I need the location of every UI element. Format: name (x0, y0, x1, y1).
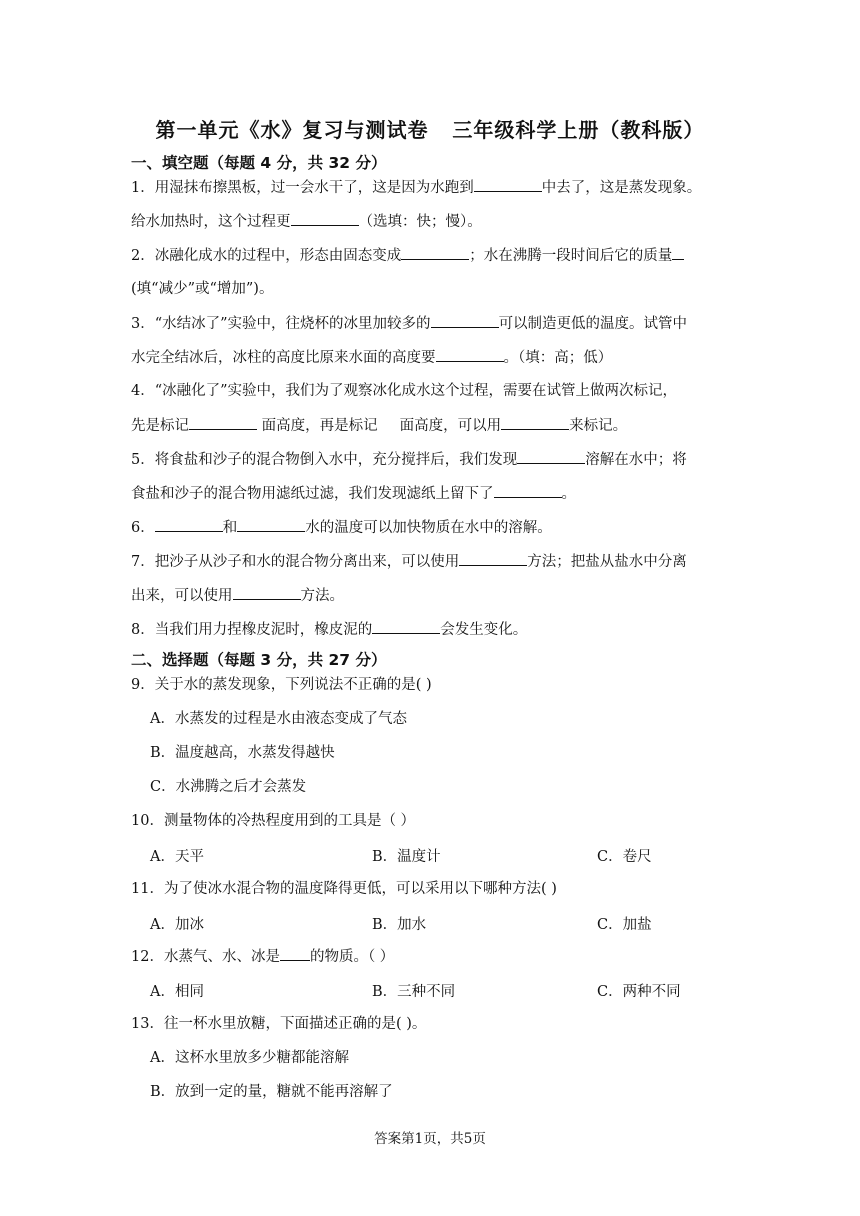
question-12-stem (131, 946, 394, 967)
question-10-option-a[interactable]: A．天平 (150, 849, 204, 865)
question-7-text-a: 7．把沙子从沙子和水的混合物分离出来，可以使用 (131, 554, 460, 570)
question-5-text-d: 。 (561, 486, 576, 502)
answer-blank[interactable] (436, 347, 504, 362)
answer-blank[interactable] (459, 551, 527, 566)
question-8-text-a: 8．当我们用力捏橡皮泥时，橡皮泥的 (131, 622, 373, 638)
answer-blank[interactable] (401, 245, 469, 260)
question-1-line-1 (131, 177, 701, 198)
question-4-line-1 (131, 381, 677, 401)
question-7-text-d: 方法。 (300, 588, 344, 604)
answer-blank[interactable] (233, 585, 301, 600)
question-1-text-c: 给水加热时，这个过程更 (131, 214, 291, 230)
question-11-option-b[interactable]: B．加水 (372, 917, 427, 933)
question-3-text-b: 可以制造更低的温度。试管中 (498, 316, 688, 332)
answer-blank[interactable] (155, 517, 223, 532)
question-5-text-c: 食盐和沙子的混合物用滤纸过滤，我们发现滤纸上留下了 (131, 486, 494, 502)
question-12-option-a[interactable]: A．相同 (150, 984, 204, 1000)
question-7-text-c: 出来，可以使用 (131, 588, 233, 604)
question-3-text-c: 水完全结冰后，冰柱的高度比原来水面的高度要 (131, 350, 436, 366)
question-11-option-c[interactable]: C．加盐 (597, 917, 652, 933)
question-12-text-a: 12．水蒸气、水、冰是 (131, 949, 280, 965)
question-4-line-2 (131, 415, 627, 436)
answer-blank[interactable] (372, 619, 440, 634)
question-10-stem: 10．测量物体的冷热程度用到的工具是（ ） (131, 813, 416, 829)
question-10-option-b[interactable]: B．温度计 (372, 849, 441, 865)
question-12-text-b: 的物质。（ ） (309, 949, 395, 965)
answer-blank[interactable] (189, 415, 257, 430)
page-footer: 答案第1页，共5页 (374, 1131, 486, 1147)
question-8-line-1 (131, 619, 527, 640)
question-13-option-b[interactable]: B．放到一定的量，糖就不能再溶解了 (150, 1084, 393, 1100)
question-13-stem: 13．往一杯水里放糖，下面描述正确的是( )。 (131, 1016, 427, 1032)
question-9-option-b[interactable]: B．温度越高，水蒸发得越快 (150, 745, 335, 761)
answer-blank[interactable] (517, 449, 585, 464)
question-2-line-2 (131, 279, 273, 299)
question-1-line-2 (131, 211, 482, 232)
question-9-option-a[interactable]: A．水蒸发的过程是水由液态变成了气态 (150, 711, 407, 727)
answer-blank[interactable] (431, 313, 499, 328)
question-9-option-c[interactable]: C．水沸腾之后才会蒸发 (150, 779, 307, 795)
question-1-text-d: （选填：快；慢）。 (358, 214, 482, 230)
question-10-option-c[interactable]: C．卷尺 (597, 849, 652, 865)
answer-blank[interactable] (280, 946, 310, 961)
question-3-text-a: 3．“水结冰了”实验中，往烧杯的冰里加较多的 (131, 316, 431, 332)
question-12-option-c[interactable]: C．两种不同 (597, 984, 681, 1000)
question-5-line-2 (131, 483, 576, 504)
question-5-line-1 (131, 449, 687, 470)
question-3-text-d: 。（填：高；低） (503, 350, 613, 366)
page-title: 第一单元《水》复习与测试卷 三年级科学上册（教科版） (155, 118, 705, 142)
question-4-text-d: 面高度，可以用 (399, 418, 502, 434)
question-7-line-1 (131, 551, 687, 572)
question-2-text-b: ；水在沸腾一段时间后它的质量 (469, 248, 673, 264)
question-2-text-c: (填“减少”或“增加”)。 (131, 281, 274, 297)
question-5-text-a: 5．将食盐和沙子的混合物倒入水中，充分搅拌后，我们发现 (131, 452, 518, 468)
question-6-text-c: 水的温度可以加快物质在水中的溶解。 (305, 520, 552, 536)
question-4-text-c: 面高度，再是标记 (257, 418, 378, 434)
answer-blank[interactable] (291, 211, 359, 226)
question-2-line-1 (131, 245, 684, 266)
question-7-text-b: 方法；把盐从盐水中分离 (527, 554, 687, 570)
question-4-text-e: 来标记。 (569, 418, 628, 434)
question-2-text-a: 2．冰融化成水的过程中，形态由固态变成 (131, 248, 402, 264)
question-6-text-a: 6． (131, 520, 155, 536)
question-6-text-b: 和 (222, 520, 238, 536)
answer-blank[interactable] (474, 177, 542, 192)
question-7-line-2 (131, 585, 344, 606)
question-1-text-a: 1．用湿抹布擦黑板，过一会水干了，这是因为水跑到 (131, 180, 474, 196)
question-4-text-a: 4．“冰融化了”实验中，我们为了观察冰化成水这个过程，需要在试管上做两次标记， (131, 383, 678, 399)
question-11-stem: 11．为了使冰水混合物的温度降得更低，可以采用以下哪种方法( ) (131, 881, 557, 897)
answer-blank[interactable] (237, 517, 305, 532)
question-12-option-b[interactable]: B．三种不同 (372, 984, 456, 1000)
question-3-line-2 (131, 347, 612, 368)
question-3-line-1 (131, 313, 687, 334)
question-6-line-1 (131, 517, 552, 538)
question-13-option-a[interactable]: A．这杯水里放多少糖都能溶解 (150, 1050, 349, 1066)
section-heading-multiple-choice: 二、选择题（每题 3 分，共 27 分） (131, 651, 387, 669)
section-heading-fill-in: 一、填空题（每题 4 分，共 32 分） (131, 154, 387, 172)
question-4-text-b: 先是标记 (131, 418, 189, 434)
question-8-text-b: 会发生变化。 (440, 622, 528, 638)
answer-blank[interactable] (672, 245, 684, 260)
question-5-text-b: 溶解在水中；将 (585, 452, 687, 468)
answer-blank[interactable] (501, 415, 569, 430)
answer-blank[interactable] (494, 483, 562, 498)
question-1-text-b: 中去了，这是蒸发现象。 (541, 180, 702, 196)
question-9-stem: 9．关于水的蒸发现象，下列说法不正确的是( ) (131, 677, 432, 693)
question-11-option-a[interactable]: A．加冰 (150, 917, 204, 933)
